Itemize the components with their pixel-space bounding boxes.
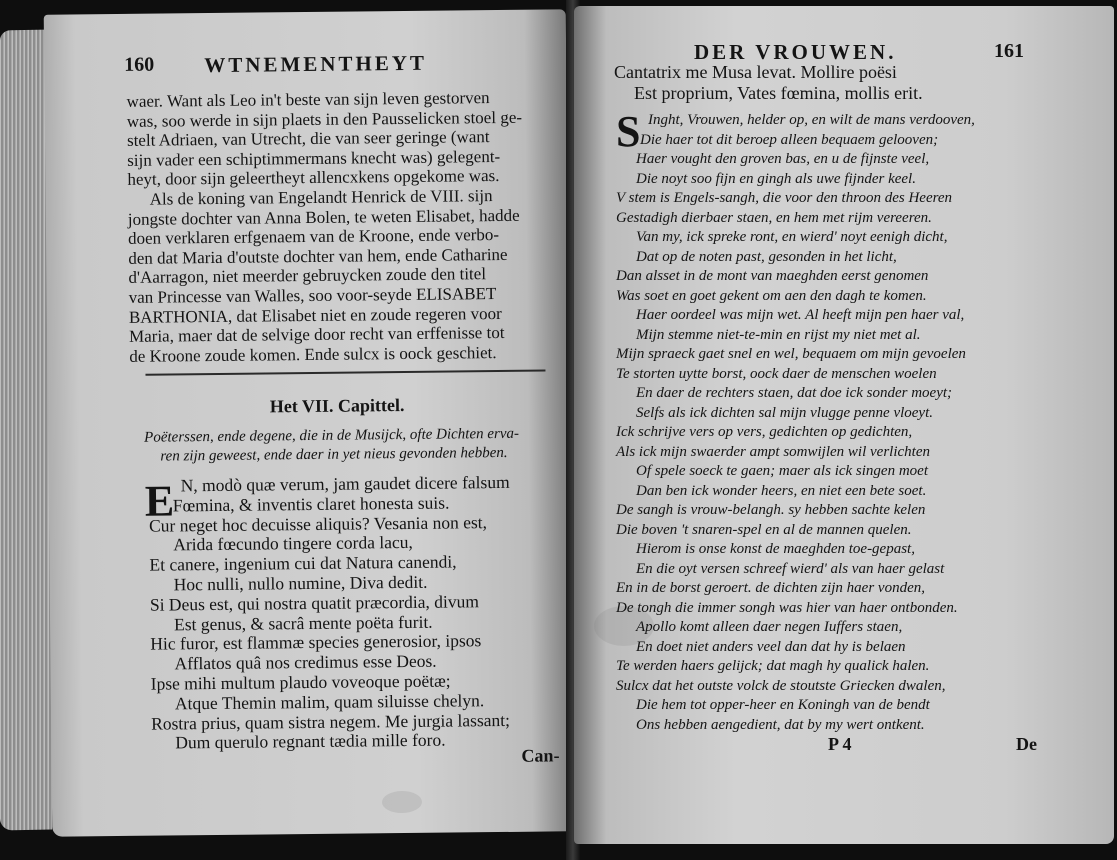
poem-line: Mijn spraeck gaet snel en wel, bequaem om mijn gevoelen bbox=[616, 346, 966, 362]
poem-line: En die oyt versen schreef wierd' als van haer gelast bbox=[636, 560, 945, 577]
poem-line: Dat op de noten past, gesonden in het licht, bbox=[636, 248, 897, 265]
poem-line: Hoc nulli, nullo numine, Diva dedit. bbox=[173, 571, 428, 595]
poem-line: De tongh die immer songh was hier van haer ontbonden. bbox=[616, 599, 958, 616]
left-page-number: 160 bbox=[124, 53, 155, 76]
right-page bbox=[574, 6, 1114, 844]
poem-line: Atque Themin malim, quam siluisse chelyn. bbox=[174, 689, 485, 714]
section-rule bbox=[145, 370, 545, 376]
poem-line: Hic furor, est flammæ species generosior, ipsos bbox=[150, 630, 482, 655]
text-line: doen verklaren erfgenaem van de Kroone, ende verbo- bbox=[127, 225, 500, 249]
right-catchword: De bbox=[1016, 734, 1037, 754]
poem-line: Te werden haers gelijck; dat magh hy qualick halen. bbox=[616, 658, 930, 674]
poem-line: Die haer tot dit beroep alleen bequaem gelooven; bbox=[640, 131, 939, 148]
poem-line: Die boven 't snaren-spel en al de mannen quelen. bbox=[616, 521, 912, 538]
poem-line: Ipse mihi multum plaudo voveoque poëtæ; bbox=[150, 670, 451, 694]
chapter-title: Het VII. Capittel. bbox=[269, 394, 405, 417]
poem-line: Hierom is onse konst de maeghden toe-gepast, bbox=[636, 541, 915, 557]
poem-line: Est genus, & sacrâ mente poëta furit. bbox=[173, 611, 433, 635]
left-running-head: WTNEMENTHEYT bbox=[204, 50, 428, 78]
poem-line: Afflatos quâ nos credimus esse Deos. bbox=[174, 650, 437, 674]
poem-line: Haer oordeel was mijn wet. Al heeft mijn pen haer val, bbox=[636, 307, 965, 323]
text-line: BARTHONIA, dat Elisabet niet en zoude regeren voor bbox=[128, 303, 502, 327]
poem-line: Et canere, ingenium cui dat Natura canendi, bbox=[149, 551, 457, 575]
summary-line: ren zijn geweest, ende daer in yet nieus gevonden hebben. bbox=[160, 444, 508, 465]
poem-line: En daer de rechters staen, dat doe ick sonder moeyt; bbox=[636, 385, 953, 401]
poem-line: De sangh is vrouw-belangh. sy hebben sachte kelen bbox=[616, 502, 926, 518]
left-page bbox=[44, 9, 575, 836]
poem-line: Ick schrijve vers op vers, gedichten op gedichten, bbox=[616, 424, 913, 440]
poem-line: Cantatrix me Musa levat. Mollire poësi bbox=[614, 62, 897, 82]
poem-line: Cur neget hoc decuisse aliquis? Vesania non est, bbox=[148, 511, 488, 536]
poem-line: Die hem tot opper-heer en Koningh van de bendt bbox=[636, 697, 930, 713]
poem-line: Als ick mijn swaerder ampt somwijlen wil verlichten bbox=[616, 443, 930, 460]
poem-line: Of spele soeck te gaen; maer als ick singen moet bbox=[636, 463, 928, 479]
text-line: d'Aarragon, niet meerder gebruycken zoude den titel bbox=[128, 264, 487, 288]
poem-line: N, modò quæ verum, jam gaudet dicere falsum bbox=[180, 471, 510, 496]
text-line: heyt, door sijn geleertheyt allencxkens opgekome was. bbox=[127, 166, 500, 190]
left-catchword: Can- bbox=[521, 745, 560, 766]
poem-line: Van my, ick spreke ront, en wierd' noyt eenigh dicht, bbox=[636, 229, 948, 245]
left-dropcap: E bbox=[144, 476, 175, 526]
poem-line: En in de borst geroert. de dichten zijn haer vonden, bbox=[616, 580, 925, 596]
text-line: stelt Adriaen, van Utrecht, die van seer geringe (want bbox=[126, 127, 490, 151]
text-line: de Kroone zoude komen. Ende sulcx is oock geschiet. bbox=[129, 342, 497, 366]
poem-line: Gestadigh dierbaer staen, en hem met rijm vereeren. bbox=[616, 209, 932, 226]
poem-line: Dan alsset in de mont van maeghden eerst genomen bbox=[616, 268, 929, 284]
text-line: Als de koning van Engelandt Henrick de VIII. sijn bbox=[149, 186, 493, 209]
paper-stain bbox=[382, 791, 422, 813]
text-line: was, soo werde in sijn plaets in den Pausselicken stoel ge- bbox=[126, 107, 523, 131]
poem-line: Was soet en goet gekent om aen den dagh te komen. bbox=[616, 287, 927, 304]
poem-line: Si Deus est, qui nostra quatit præcordia, divum bbox=[149, 591, 480, 615]
text-line: jongste dochter van Anna Bolen, te weten Elisabet, hadde bbox=[127, 205, 520, 229]
poem-line: Rostra prius, quam sistra negem. Me jurgia lassant; bbox=[151, 709, 511, 734]
poem-line: Te storten uytte borst, oock daer de menschen woelen bbox=[616, 365, 937, 382]
poem-line: V stem is Engels-sangh, die voor den throon des Heeren bbox=[616, 190, 953, 206]
poem-line: Inght, Vrouwen, helder op, en wilt de mans verdooven, bbox=[648, 112, 975, 128]
poem-line: Ons hebben aengedient, dat by my wert ontkent. bbox=[636, 716, 925, 733]
poem-line: Dan ben ick wonder heers, en niet een bete soet. bbox=[636, 482, 927, 499]
text-line: sijn vader een schiptimmermans knecht was) gelegent- bbox=[127, 146, 501, 170]
poem-line: Apollo komt alleen daer negen Iuffers staen, bbox=[636, 619, 903, 635]
right-running-head: DER VROUWEN. bbox=[694, 40, 897, 64]
signature-mark: P 4 bbox=[828, 734, 852, 754]
right-dropcap: S bbox=[616, 107, 641, 156]
poem-line: Dum querulo regnant tædia mille foro. bbox=[175, 729, 446, 753]
text-line: den dat Maria d'outste dochter van hem, ende Catharine bbox=[128, 244, 508, 268]
poem-line: Die noyt soo fijn en gingh als uwe fijnder keel. bbox=[636, 170, 916, 187]
text-line: Maria, maer dat de selvige door recht van erffenisse tot bbox=[128, 323, 505, 347]
poem-line: Sulcx dat het outste volck de stoutste Griecken dwalen, bbox=[616, 677, 946, 694]
poem-line: Haer vought den groven bas, en u de fijnste veel, bbox=[636, 151, 930, 167]
right-page-number: 161 bbox=[994, 40, 1024, 62]
summary-line: Poëterssen, ende degene, die in de Musijck, ofte Dichten ervа- bbox=[144, 425, 520, 446]
text-line: van Princesse van Walles, soo voor-seyde ELISABET bbox=[128, 284, 497, 307]
poem-line: Selfs als ick dichten sal mijn vlugge penne vloeyt. bbox=[636, 404, 933, 421]
poem-line: Arida fœcundo tingere corda lacu, bbox=[173, 532, 413, 555]
poem-line: Mijn stemme niet-te-min en rijst my niet met al. bbox=[636, 326, 921, 343]
text-line: waer. Want als Leo in't beste van sijn leven gestorven bbox=[126, 88, 490, 111]
poem-line: En doet niet anders veel dan dat hy is belaen bbox=[636, 638, 906, 655]
poem-line: Est proprium, Vates fœmina, mollis erit. bbox=[634, 83, 923, 103]
poem-line: Fœmina, & inventis claret honesta suis. bbox=[172, 492, 450, 516]
